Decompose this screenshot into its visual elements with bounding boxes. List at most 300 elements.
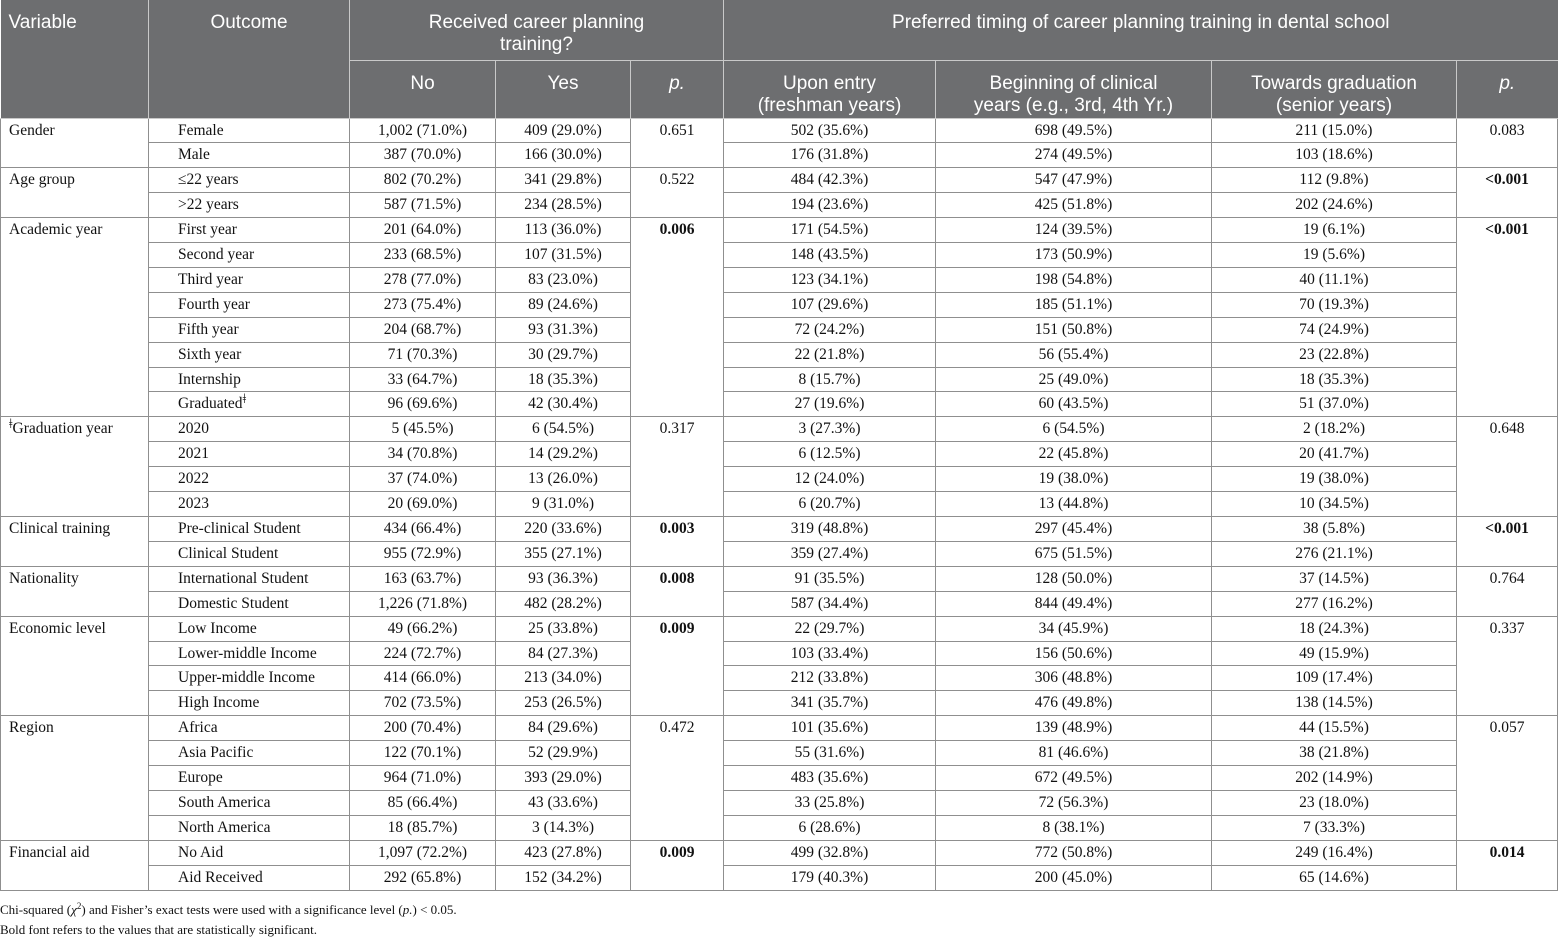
header-beginning-clinical-label: Beginning of clinical years (e.g., 3rd, 4th Yr.): [973, 72, 1174, 116]
variable-cell: [1, 840, 149, 890]
upon-entry-cell: 72 (24.2%): [724, 317, 936, 342]
p-value-timing-cell: 0.014: [1457, 840, 1558, 890]
outcome-cell: [149, 541, 350, 566]
count-yes-cell: 234 (28.5%): [496, 193, 631, 218]
outcome-cell: [149, 168, 350, 193]
outcome-cell: [149, 566, 350, 591]
upon-entry-cell: 484 (42.3%): [724, 168, 936, 193]
header-p-timing: [1457, 60, 1558, 118]
count-no-cell: 1,002 (71.0%): [350, 118, 496, 143]
outcome-label: Upper-middle Income: [178, 669, 315, 687]
beginning-clinical-cell: 34 (45.9%): [936, 616, 1212, 641]
beginning-clinical-cell: 200 (45.0%): [936, 865, 1212, 890]
beginning-clinical-cell: 151 (50.8%): [936, 317, 1212, 342]
count-no-cell: 18 (85.7%): [350, 815, 496, 840]
upon-entry-cell: 27 (19.6%): [724, 392, 936, 417]
outcome-label: Male: [178, 146, 210, 164]
outcome-cell: [149, 292, 350, 317]
count-yes-cell: 13 (26.0%): [496, 467, 631, 492]
count-yes-cell: 42 (30.4%): [496, 392, 631, 417]
count-yes-cell: 9 (31.0%): [496, 492, 631, 517]
towards-graduation-cell: 74 (24.9%): [1212, 317, 1457, 342]
count-no-cell: 292 (65.8%): [350, 865, 496, 890]
p-value-timing-cell: <0.001: [1457, 218, 1558, 417]
outcome-cell: [149, 741, 350, 766]
outcome-cell: [149, 840, 350, 865]
note-bold-font: Bold font refers to the values that are statistically significant.: [0, 921, 317, 937]
beginning-clinical-cell: 13 (44.8%): [936, 492, 1212, 517]
towards-graduation-cell: 103 (18.6%): [1212, 143, 1457, 168]
variable-cell: [1, 218, 149, 417]
outcome-cell: [149, 193, 350, 218]
outcome-cell: [149, 790, 350, 815]
outcome-cell: [149, 666, 350, 691]
beginning-clinical-cell: 675 (51.5%): [936, 541, 1212, 566]
upon-entry-cell: 176 (31.8%): [724, 143, 936, 168]
outcome-label: Sixth year: [178, 345, 242, 363]
count-yes-cell: 482 (28.2%): [496, 591, 631, 616]
count-yes-cell: 393 (29.0%): [496, 766, 631, 791]
count-yes-cell: 89 (24.6%): [496, 292, 631, 317]
upon-entry-cell: 483 (35.6%): [724, 766, 936, 791]
upon-entry-cell: 499 (32.8%): [724, 840, 936, 865]
count-yes-cell: 30 (29.7%): [496, 342, 631, 367]
header-no: No: [350, 60, 496, 118]
beginning-clinical-cell: 297 (45.4%): [936, 517, 1212, 542]
variable-cell: [1, 118, 149, 168]
count-yes-cell: 83 (23.0%): [496, 267, 631, 292]
beginning-clinical-cell: 25 (49.0%): [936, 367, 1212, 392]
count-no-cell: 201 (64.0%): [350, 218, 496, 243]
count-no-cell: 702 (73.5%): [350, 691, 496, 716]
upon-entry-cell: 148 (43.5%): [724, 243, 936, 268]
upon-entry-cell: 22 (21.8%): [724, 342, 936, 367]
table-row: [1, 317, 1558, 342]
table-row: [1, 790, 1558, 815]
outcome-label: No Aid: [178, 843, 224, 861]
upon-entry-cell: 6 (20.7%): [724, 492, 936, 517]
towards-graduation-cell: 276 (21.1%): [1212, 541, 1457, 566]
upon-entry-cell: 319 (48.8%): [724, 517, 936, 542]
count-no-cell: 163 (63.7%): [350, 566, 496, 591]
header-yes: Yes: [496, 60, 631, 118]
outcome-label: Second year: [178, 246, 255, 264]
variable-label: Graduation year: [12, 420, 113, 438]
table-row: [1, 218, 1558, 243]
towards-graduation-cell: 202 (14.9%): [1212, 766, 1457, 791]
variable-label: Academic year: [9, 221, 103, 239]
variable-label: Region: [9, 719, 54, 737]
p-value-timing-cell: 0.648: [1457, 417, 1558, 517]
outcome-cell: [149, 342, 350, 367]
towards-graduation-cell: 38 (21.8%): [1212, 741, 1457, 766]
header-received-training-label: Received career planning training?: [428, 12, 645, 55]
count-yes-cell: 107 (31.5%): [496, 243, 631, 268]
upon-entry-cell: 101 (35.6%): [724, 716, 936, 741]
outcome-label: 2020: [178, 420, 209, 438]
header-received-training: [350, 0, 724, 60]
outcome-label: Pre-clinical Student: [178, 520, 301, 537]
header-upon-entry-label: Upon entry (freshman years): [757, 72, 902, 116]
table-body: [1, 118, 1558, 890]
p-value-timing-cell: 0.764: [1457, 566, 1558, 616]
outcome-cell: [149, 766, 350, 791]
table-header: [1, 0, 1558, 118]
beginning-clinical-cell: 306 (48.8%): [936, 666, 1212, 691]
header-row-top: [1, 0, 1558, 60]
count-no-cell: 1,226 (71.8%): [350, 591, 496, 616]
footnote-mark: ǂ: [242, 392, 247, 408]
towards-graduation-cell: 109 (17.4%): [1212, 666, 1457, 691]
outcome-cell: [149, 243, 350, 268]
towards-graduation-cell: 38 (5.8%): [1212, 517, 1457, 542]
outcome-label: Internship: [178, 370, 241, 388]
header-variable: Variable: [1, 0, 149, 118]
count-yes-cell: 6 (54.5%): [496, 417, 631, 442]
p-value-timing-cell: 0.057: [1457, 716, 1558, 841]
header-towards-graduation: [1212, 60, 1457, 118]
table-row: [1, 666, 1558, 691]
beginning-clinical-cell: 139 (48.9%): [936, 716, 1212, 741]
count-no-cell: 955 (72.9%): [350, 541, 496, 566]
upon-entry-cell: 194 (23.6%): [724, 193, 936, 218]
count-yes-cell: 84 (27.3%): [496, 641, 631, 666]
beginning-clinical-cell: 72 (56.3%): [936, 790, 1212, 815]
p-value-training-cell: 0.008: [631, 566, 724, 616]
note-text: Chi-squared (: [0, 901, 72, 917]
towards-graduation-cell: 10 (34.5%): [1212, 492, 1457, 517]
count-no-cell: 278 (77.0%): [350, 267, 496, 292]
towards-graduation-cell: 277 (16.2%): [1212, 591, 1457, 616]
count-no-cell: 33 (64.7%): [350, 367, 496, 392]
count-no-cell: 20 (69.0%): [350, 492, 496, 517]
table-row: [1, 168, 1558, 193]
variable-cell: [1, 716, 149, 841]
count-no-cell: 34 (70.8%): [350, 442, 496, 467]
count-no-cell: 200 (70.4%): [350, 716, 496, 741]
towards-graduation-cell: 44 (15.5%): [1212, 716, 1457, 741]
outcome-label: 2023: [178, 495, 209, 513]
p-value-training-cell: 0.522: [631, 168, 724, 218]
outcome-cell: [149, 267, 350, 292]
count-yes-cell: 3 (14.3%): [496, 815, 631, 840]
outcome-cell: [149, 118, 350, 143]
outcome-cell: [149, 641, 350, 666]
count-no-cell: 233 (68.5%): [350, 243, 496, 268]
outcome-label: High Income: [178, 694, 260, 712]
towards-graduation-cell: 51 (37.0%): [1212, 392, 1457, 417]
towards-graduation-cell: 202 (24.6%): [1212, 193, 1457, 218]
towards-graduation-cell: 49 (15.9%): [1212, 641, 1457, 666]
table-row: [1, 292, 1558, 317]
beginning-clinical-cell: 22 (45.8%): [936, 442, 1212, 467]
count-yes-cell: 213 (34.0%): [496, 666, 631, 691]
upon-entry-cell: 6 (12.5%): [724, 442, 936, 467]
p-value-training-cell: 0.317: [631, 417, 724, 517]
count-yes-cell: 43 (33.6%): [496, 790, 631, 815]
header-p-training-label: p.: [669, 72, 685, 94]
p-value-training-cell: 0.651: [631, 118, 724, 168]
count-no-cell: 802 (70.2%): [350, 168, 496, 193]
outcome-label: Low Income: [178, 619, 257, 637]
upon-entry-cell: 91 (35.5%): [724, 566, 936, 591]
table-row: [1, 865, 1558, 890]
note-statistical-tests: [0, 900, 1558, 920]
variable-cell: [1, 517, 149, 567]
towards-graduation-cell: 18 (35.3%): [1212, 367, 1457, 392]
upon-entry-cell: 359 (27.4%): [724, 541, 936, 566]
outcome-label: South America: [178, 793, 271, 811]
outcome-label: Clinical Student: [178, 544, 279, 562]
table-notes: [0, 900, 1558, 940]
count-yes-cell: 84 (29.6%): [496, 716, 631, 741]
towards-graduation-cell: 37 (14.5%): [1212, 566, 1457, 591]
towards-graduation-cell: 19 (38.0%): [1212, 467, 1457, 492]
upon-entry-cell: 341 (35.7%): [724, 691, 936, 716]
outcome-cell: [149, 218, 350, 243]
table-row: [1, 716, 1558, 741]
towards-graduation-cell: 65 (14.6%): [1212, 865, 1457, 890]
outcome-cell: [149, 392, 350, 417]
upon-entry-cell: 33 (25.8%): [724, 790, 936, 815]
table-row: [1, 541, 1558, 566]
outcome-label: Africa: [178, 719, 218, 737]
count-yes-cell: 93 (36.3%): [496, 566, 631, 591]
count-yes-cell: 220 (33.6%): [496, 517, 631, 542]
table-row: [1, 766, 1558, 791]
outcome-cell: [149, 417, 350, 442]
outcome-label: Fifth year: [178, 320, 239, 338]
variable-cell: [1, 616, 149, 716]
beginning-clinical-cell: 844 (49.4%): [936, 591, 1212, 616]
header-preferred-timing: Preferred timing of career planning training in dental school: [724, 0, 1558, 60]
table-row: [1, 367, 1558, 392]
outcome-cell: [149, 815, 350, 840]
outcome-cell: [149, 317, 350, 342]
table-row: [1, 342, 1558, 367]
outcome-label: First year: [178, 221, 237, 239]
table-row: [1, 741, 1558, 766]
towards-graduation-cell: 20 (41.7%): [1212, 442, 1457, 467]
count-yes-cell: 113 (36.0%): [496, 218, 631, 243]
beginning-clinical-cell: 476 (49.8%): [936, 691, 1212, 716]
beginning-clinical-cell: 124 (39.5%): [936, 218, 1212, 243]
upon-entry-cell: 587 (34.4%): [724, 591, 936, 616]
beginning-clinical-cell: 672 (49.5%): [936, 766, 1212, 791]
upon-entry-cell: 55 (31.6%): [724, 741, 936, 766]
count-yes-cell: 409 (29.0%): [496, 118, 631, 143]
table-row: [1, 267, 1558, 292]
table-row: [1, 243, 1558, 268]
p-value-training-cell: 0.009: [631, 840, 724, 890]
count-yes-cell: 14 (29.2%): [496, 442, 631, 467]
towards-graduation-cell: 18 (24.3%): [1212, 616, 1457, 641]
count-no-cell: 85 (66.4%): [350, 790, 496, 815]
towards-graduation-cell: 211 (15.0%): [1212, 118, 1457, 143]
table-row: [1, 492, 1558, 517]
towards-graduation-cell: 138 (14.5%): [1212, 691, 1457, 716]
upon-entry-cell: 3 (27.3%): [724, 417, 936, 442]
count-no-cell: 122 (70.1%): [350, 741, 496, 766]
p-value-training-cell: 0.003: [631, 517, 724, 567]
count-yes-cell: 423 (27.8%): [496, 840, 631, 865]
p-value-timing-cell: 0.083: [1457, 118, 1558, 168]
count-no-cell: 387 (70.0%): [350, 143, 496, 168]
p-value-training-cell: 0.009: [631, 616, 724, 716]
beginning-clinical-cell: 185 (51.1%): [936, 292, 1212, 317]
header-beginning-clinical: [936, 60, 1212, 118]
outcome-label: ≤22 years: [178, 171, 239, 189]
outcome-label: 2022: [178, 470, 209, 488]
count-yes-cell: 25 (33.8%): [496, 616, 631, 641]
count-no-cell: 37 (74.0%): [350, 467, 496, 492]
beginning-clinical-cell: 60 (43.5%): [936, 392, 1212, 417]
header-p-training: [631, 60, 724, 118]
count-yes-cell: 355 (27.1%): [496, 541, 631, 566]
towards-graduation-cell: 23 (22.8%): [1212, 342, 1457, 367]
upon-entry-cell: 179 (40.3%): [724, 865, 936, 890]
count-no-cell: 5 (45.5%): [350, 417, 496, 442]
count-yes-cell: 166 (30.0%): [496, 143, 631, 168]
outcome-cell: [149, 492, 350, 517]
outcome-cell: [149, 517, 350, 542]
table-row: [1, 616, 1558, 641]
header-towards-graduation-label: Towards graduation (senior years): [1251, 72, 1417, 116]
table-row: [1, 840, 1558, 865]
outcome-label: 2021: [178, 445, 209, 463]
outcome-label: Fourth year: [178, 295, 250, 313]
towards-graduation-cell: 112 (9.8%): [1212, 168, 1457, 193]
upon-entry-cell: 123 (34.1%): [724, 267, 936, 292]
count-yes-cell: 341 (29.8%): [496, 168, 631, 193]
count-no-cell: 273 (75.4%): [350, 292, 496, 317]
beginning-clinical-cell: 19 (38.0%): [936, 467, 1212, 492]
outcome-label: North America: [178, 818, 271, 836]
variable-label: Gender: [9, 121, 55, 139]
variable-label: Financial aid: [9, 843, 90, 861]
count-no-cell: 587 (71.5%): [350, 193, 496, 218]
upon-entry-cell: 171 (54.5%): [724, 218, 936, 243]
beginning-clinical-cell: 156 (50.6%): [936, 641, 1212, 666]
table-row: [1, 467, 1558, 492]
variable-label: Nationality: [9, 569, 79, 587]
count-yes-cell: 253 (26.5%): [496, 691, 631, 716]
count-yes-cell: 93 (31.3%): [496, 317, 631, 342]
count-yes-cell: 18 (35.3%): [496, 367, 631, 392]
outcome-label: Europe: [178, 769, 223, 787]
towards-graduation-cell: 2 (18.2%): [1212, 417, 1457, 442]
table-row: [1, 566, 1558, 591]
table-row: [1, 417, 1558, 442]
count-no-cell: 1,097 (72.2%): [350, 840, 496, 865]
towards-graduation-cell: 7 (33.3%): [1212, 815, 1457, 840]
count-no-cell: 71 (70.3%): [350, 342, 496, 367]
outcome-label: Third year: [178, 270, 243, 288]
beginning-clinical-cell: 6 (54.5%): [936, 417, 1212, 442]
beginning-clinical-cell: 8 (38.1%): [936, 815, 1212, 840]
count-no-cell: 964 (71.0%): [350, 766, 496, 791]
variable-label: Clinical training: [9, 520, 111, 537]
beginning-clinical-cell: 81 (46.6%): [936, 741, 1212, 766]
upon-entry-cell: 103 (33.4%): [724, 641, 936, 666]
outcome-label: Domestic Student: [178, 594, 289, 612]
beginning-clinical-cell: 698 (49.5%): [936, 118, 1212, 143]
p-value-training-cell: 0.472: [631, 716, 724, 841]
upon-entry-cell: 212 (33.8%): [724, 666, 936, 691]
table-row: [1, 815, 1558, 840]
beginning-clinical-cell: 425 (51.8%): [936, 193, 1212, 218]
beginning-clinical-cell: 274 (49.5%): [936, 143, 1212, 168]
upon-entry-cell: 502 (35.6%): [724, 118, 936, 143]
towards-graduation-cell: 23 (18.0%): [1212, 790, 1457, 815]
count-no-cell: 224 (72.7%): [350, 641, 496, 666]
outcome-cell: [149, 442, 350, 467]
chi-symbol: χ: [71, 901, 77, 917]
upon-entry-cell: 6 (28.6%): [724, 815, 936, 840]
outcome-label: Female: [178, 121, 224, 139]
count-yes-cell: 52 (29.9%): [496, 741, 631, 766]
outcome-cell: [149, 143, 350, 168]
outcome-cell: [149, 616, 350, 641]
count-yes-cell: 152 (34.2%): [496, 865, 631, 890]
outcome-cell: [149, 467, 350, 492]
beginning-clinical-cell: 547 (47.9%): [936, 168, 1212, 193]
table-row: [1, 392, 1558, 417]
variable-cell: [1, 566, 149, 616]
outcome-label: >22 years: [178, 196, 239, 214]
beginning-clinical-cell: 173 (50.9%): [936, 243, 1212, 268]
header-upon-entry: [724, 60, 936, 118]
count-no-cell: 204 (68.7%): [350, 317, 496, 342]
upon-entry-cell: 12 (24.0%): [724, 467, 936, 492]
beginning-clinical-cell: 772 (50.8%): [936, 840, 1212, 865]
table-row: [1, 118, 1558, 143]
outcome-label: International Student: [178, 569, 309, 587]
beginning-clinical-cell: 128 (50.0%): [936, 566, 1212, 591]
p-value-timing-cell: 0.337: [1457, 616, 1558, 716]
p-value-timing-cell: <0.001: [1457, 517, 1558, 567]
header-outcome: Outcome: [149, 0, 350, 118]
beginning-clinical-cell: 198 (54.8%): [936, 267, 1212, 292]
table-row: [1, 691, 1558, 716]
upon-entry-cell: 107 (29.6%): [724, 292, 936, 317]
outcome-cell: [149, 716, 350, 741]
outcome-cell: [149, 865, 350, 890]
outcome-label: Graduated: [178, 395, 243, 413]
outcome-cell: [149, 367, 350, 392]
note-text: ) and Fisher’s exact tests were used with a significance level (: [81, 901, 403, 917]
count-no-cell: 434 (66.4%): [350, 517, 496, 542]
towards-graduation-cell: 19 (6.1%): [1212, 218, 1457, 243]
p-value-training-cell: 0.006: [631, 218, 724, 417]
upon-entry-cell: 8 (15.7%): [724, 367, 936, 392]
beginning-clinical-cell: 56 (55.4%): [936, 342, 1212, 367]
outcome-label: Lower-middle Income: [178, 644, 317, 662]
table-row: [1, 442, 1558, 467]
count-no-cell: 414 (66.0%): [350, 666, 496, 691]
towards-graduation-cell: 40 (11.1%): [1212, 267, 1457, 292]
variable-label: Economic level: [9, 619, 106, 637]
outcome-cell: [149, 591, 350, 616]
table-row: [1, 193, 1558, 218]
table-row: [1, 641, 1558, 666]
table-row: [1, 517, 1558, 542]
table-row: [1, 591, 1558, 616]
towards-graduation-cell: 19 (5.6%): [1212, 243, 1457, 268]
variable-label: Age group: [9, 171, 75, 189]
count-no-cell: 96 (69.6%): [350, 392, 496, 417]
towards-graduation-cell: 70 (19.3%): [1212, 292, 1457, 317]
